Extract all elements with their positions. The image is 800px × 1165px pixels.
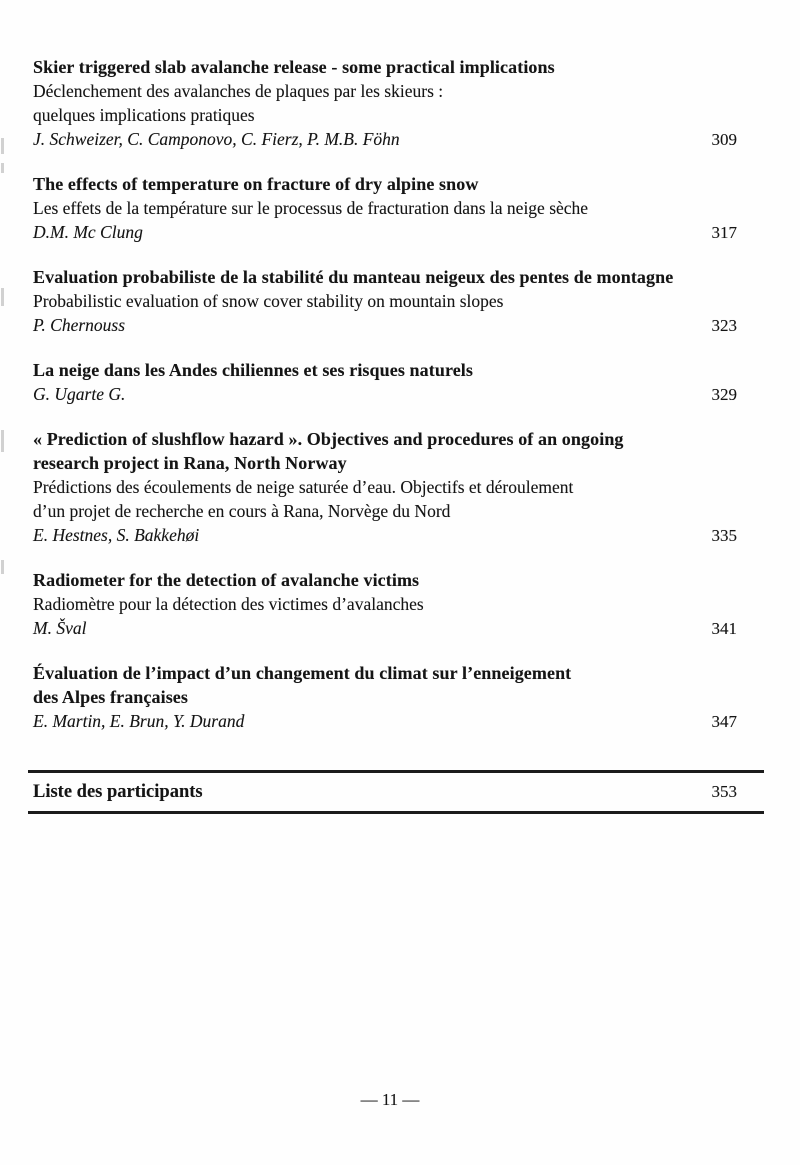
entry-subtitle-line: Radiomètre pour la détection des victimes d’avalanches xyxy=(33,594,424,614)
toc-entry xyxy=(33,568,737,641)
toc-entry xyxy=(33,661,737,734)
entry-page-number: 309 xyxy=(711,130,737,149)
entry-page-number: 341 xyxy=(711,619,737,638)
participants-page-number: 353 xyxy=(711,782,737,801)
entry-authors: P. Chernouss xyxy=(33,315,126,335)
entry-subtitle-line: Les effets de la température sur le processus de fracturation dans la neige sèche xyxy=(33,198,589,218)
participants-section xyxy=(28,770,764,814)
entry-title-line: La neige dans les Andes chiliennes et ses risques naturels xyxy=(33,360,474,380)
entry-page-number: 317 xyxy=(711,223,737,242)
toc-entry xyxy=(33,265,737,338)
entry-author-row xyxy=(33,382,737,407)
page-number-footer: — 11 — xyxy=(360,1090,420,1109)
entry-page-number: 335 xyxy=(711,526,737,545)
entry-author-row xyxy=(33,709,737,734)
entry-author-row xyxy=(33,616,737,641)
entry-subtitle-line: Déclenchement des avalanches de plaques par les skieurs : xyxy=(33,81,444,101)
scan-artifact xyxy=(1,288,4,306)
entry-title-line: « Prediction of slushflow hazard ». Objectives and procedures of an ongoing xyxy=(33,429,624,449)
entry-page-number: 347 xyxy=(711,712,737,731)
entry-title-line: research project in Rana, North Norway xyxy=(33,453,347,473)
participants-label: Liste des participants xyxy=(33,782,203,802)
entry-title-line: des Alpes françaises xyxy=(33,687,188,707)
toc-entries xyxy=(33,55,737,734)
entry-title-line: Radiometer for the detection of avalanche victims xyxy=(33,570,420,590)
entry-subtitle-line: quelques implications pratiques xyxy=(33,105,255,125)
entry-subtitle-line: Probabilistic evaluation of snow cover stability on mountain slopes xyxy=(33,291,504,311)
toc-entry xyxy=(33,172,737,245)
entry-author-row xyxy=(33,313,737,338)
scan-artifact xyxy=(1,560,4,574)
entry-authors: J. Schweizer, C. Camponovo, C. Fierz, P. M.B. Föhn xyxy=(33,129,400,149)
toc-entry xyxy=(33,427,737,548)
entry-page-number: 329 xyxy=(711,385,737,404)
entry-author-row xyxy=(33,220,737,245)
toc-entry xyxy=(33,358,737,407)
entry-page-number: 323 xyxy=(711,316,737,335)
table-of-contents xyxy=(33,55,737,814)
scan-artifact xyxy=(1,138,4,154)
participants-row xyxy=(28,780,764,804)
scan-artifact xyxy=(1,430,4,452)
entry-author-row xyxy=(33,127,737,152)
entry-authors: D.M. Mc Clung xyxy=(33,222,143,242)
entry-title-line: The effects of temperature on fracture of dry alpine snow xyxy=(33,174,479,194)
entry-title-line: Evaluation probabiliste de la stabilité du manteau neigeux des pentes de montagne xyxy=(33,267,674,287)
entry-authors: M. Šval xyxy=(33,618,87,638)
entry-authors: E. Martin, E. Brun, Y. Durand xyxy=(33,711,245,731)
entry-authors: G. Ugarte G. xyxy=(33,384,126,404)
entry-title-line: Skier triggered slab avalanche release - some practical implications xyxy=(33,57,555,77)
entry-subtitle-line: d’un projet de recherche en cours à Rana, Norvège du Nord xyxy=(33,501,451,521)
toc-entry xyxy=(33,55,737,152)
entry-author-row xyxy=(33,523,737,548)
scan-artifact xyxy=(1,163,4,173)
entry-subtitle-line: Prédictions des écoulements de neige saturée d’eau. Objectifs et déroulement xyxy=(33,477,574,497)
entry-authors: E. Hestnes, S. Bakkehøi xyxy=(33,525,200,545)
entry-title-line: Évaluation de l’impact d’un changement du climat sur l’enneigement xyxy=(33,663,572,683)
